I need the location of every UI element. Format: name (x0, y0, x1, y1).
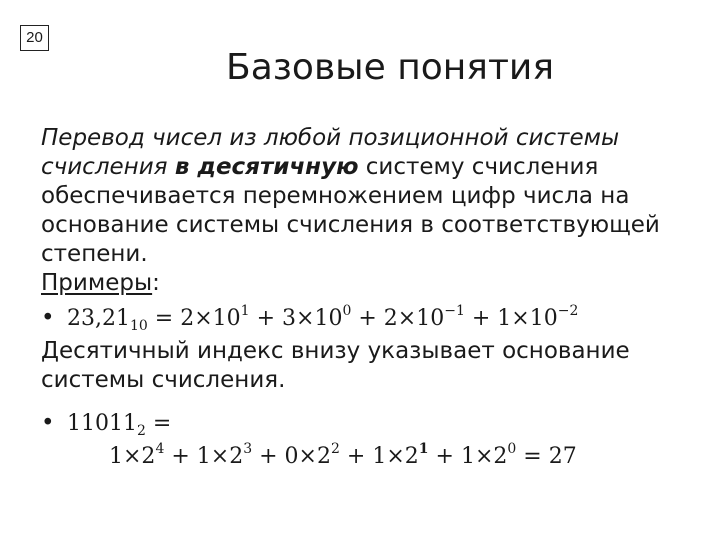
examples-colon: : (152, 270, 160, 296)
bullet-icon: • (41, 305, 55, 331)
rule-line-4: основание системы счисления в соответствующей (41, 212, 660, 238)
bullet-icon: • (41, 410, 55, 436)
formula-binary-lhs: $11011_2$ = (67, 411, 172, 439)
rule-line-5: степени. (41, 241, 148, 267)
page-number: 20 (20, 25, 49, 51)
note-line-2: системы счисления. (41, 367, 286, 393)
slide-body (41, 124, 691, 471)
examples-heading (41, 269, 691, 298)
examples-label: Примеры (41, 270, 153, 296)
rule-line-1: Перевод чисел из любой позиционной системы (41, 125, 620, 151)
example-binary (41, 409, 691, 438)
formula-decimal: $23,21_{10} = 2\times 10^1 + 3\times 10^0 + 2\times 10^{-1} + 1\times 10^{-2}$ (67, 303, 579, 334)
note-line-1: Десятичный индекс внизу указывает основание (41, 338, 630, 364)
paragraph-conversion-rule (41, 124, 691, 269)
rule-line-3: обеспечивается перемножением цифр числа на (41, 183, 630, 209)
rule-line-2-emphasis: в десятичную (174, 154, 359, 180)
paragraph-index-note (41, 337, 691, 395)
rule-line-2-start: счисления (41, 154, 175, 180)
slide-title: Базовые понятия (226, 47, 554, 88)
rule-line-2-end: систему счисления (358, 154, 599, 180)
formula-binary-rhs: $1\times 2^4 + 1\times 2^3 + 0\times 2^2 + 1\times 2^1 + 1\times 2^0 = 27$ (109, 441, 577, 469)
example-decimal (41, 304, 691, 333)
